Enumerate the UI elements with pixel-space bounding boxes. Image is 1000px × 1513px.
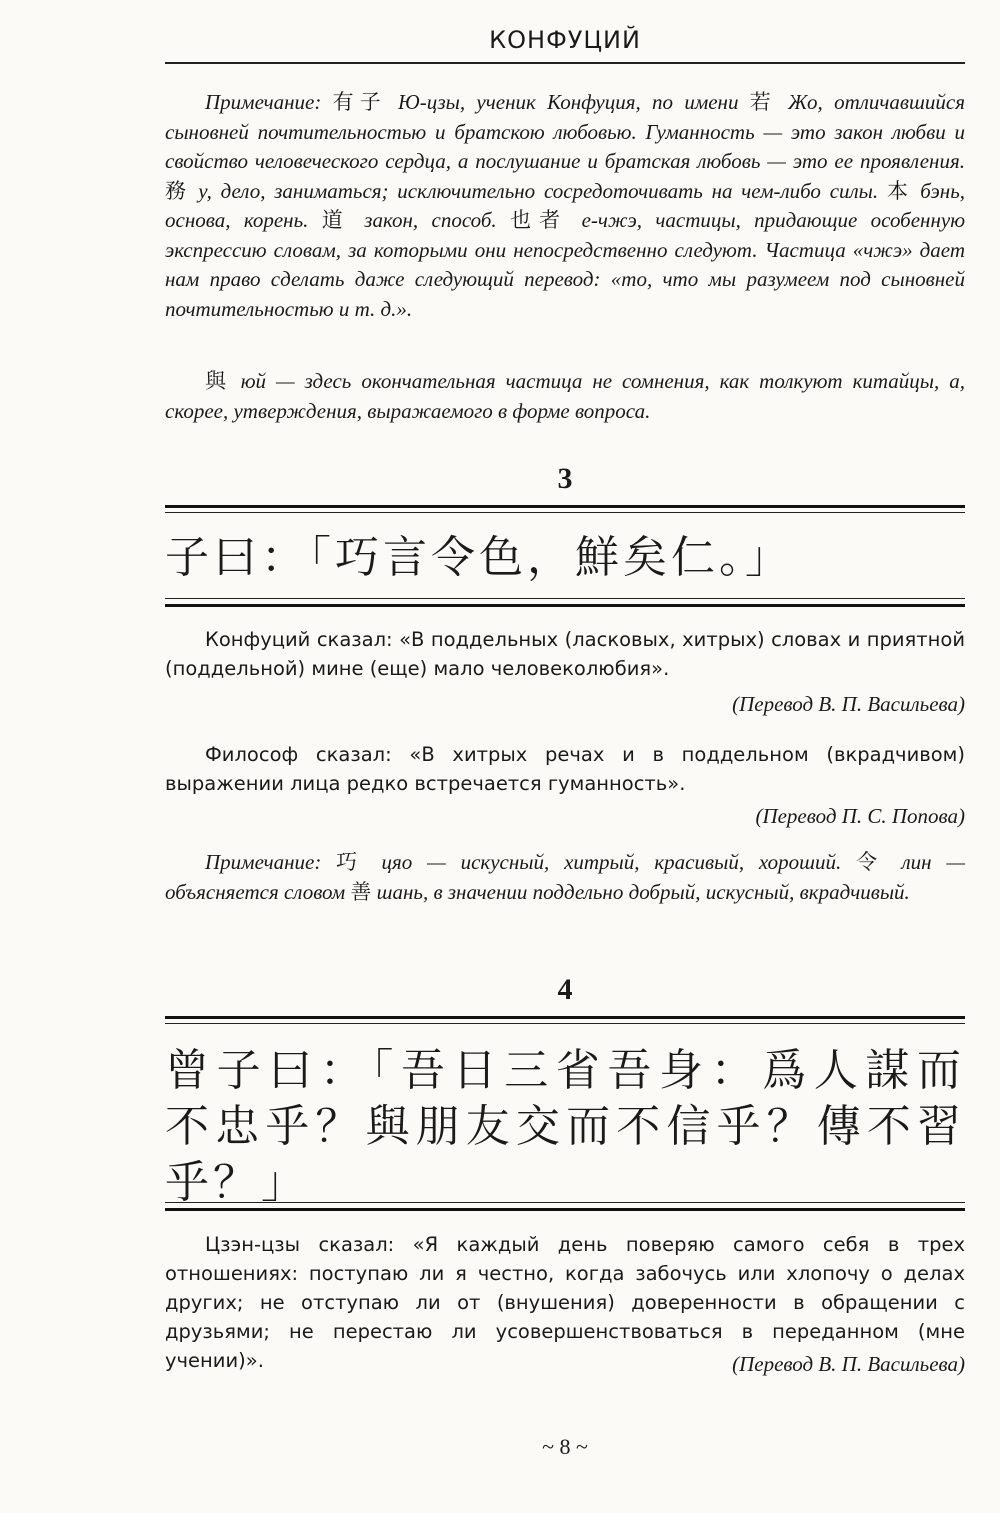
- note-text: Ю-цзы, ученик Конфуция, по имени: [386, 90, 750, 114]
- note-paragraph: [165, 848, 965, 907]
- page-number: ~ 8 ~: [542, 1434, 588, 1459]
- hanzi-term: 有子: [332, 90, 387, 114]
- translation-credit: (Перевод В. П. Васильева): [732, 692, 965, 716]
- note-label: Примечание:: [205, 850, 337, 874]
- translation-credit: (Перевод В. П. Васильева): [732, 1352, 965, 1376]
- note-paragraph: [165, 88, 965, 324]
- section-rule-top: [165, 1016, 965, 1019]
- note-text: цяо — искусный, хитрый, красивый, хороший.: [366, 850, 857, 874]
- header-rule: [165, 62, 965, 64]
- note-text: закон, способ.: [350, 208, 511, 232]
- note-text: е-чжэ, частицы, придающие особенную экспрессию словам, за которыми они непосредственно следуют. Частица «чжэ» дает нам право сделать даже следующий перевод: «то, что мы разумеем под сыновней почтительностью и т. д.».: [165, 208, 966, 321]
- translation-vasiliev: Конфуций сказал: «В поддельных (ласковых, хитрых) словах и приятной (поддельной) мине (еще) мало человеколюбия».: [165, 628, 965, 680]
- chinese-original-4: 曾子曰：「吾日三省吾身：爲人謀而 不忠乎？與朋友交而不信乎？傳不習乎？」: [165, 1045, 965, 1208]
- note-text: Жо, отличавшийся сыновней почтительностью и братскою любовью. Гуманность — это закон любви и свойство человеческого сердца, а послушание и братская любовь — это ее проявления.: [165, 90, 965, 173]
- running-head: КОНФУЦИЙ: [489, 26, 641, 54]
- note-text: юй — здесь окончательная частица не сомнения, как толкуют китайцы, а, скорее, утверждения, выражаемого в форме вопроса.: [165, 369, 966, 423]
- hanzi-term: 務: [165, 178, 190, 203]
- section-number-4: 4: [557, 973, 573, 1006]
- hanzi-term: 也者: [510, 208, 569, 232]
- section-rule-top-thin: [165, 512, 965, 513]
- translation-vasiliev: Цзэн-цзы сказал: «Я каждый день поверяю самого себя в трех отношениях: поступаю ли я честно, когда забочусь или хлопочу о делах других; не отступаю ли от (внушения) доверенности в обращении с друзьями; не перестаю ли усовершенствоваться в переданном (мне учении)».: [165, 1233, 965, 1372]
- section-rule-top-thin: [165, 1023, 965, 1024]
- hanzi-term: 道: [321, 208, 351, 232]
- hanzi-term: 與: [205, 369, 231, 393]
- hanzi-term: 本: [886, 178, 912, 203]
- section-rule-bottom-thin: [165, 1202, 965, 1203]
- translation-credit: (Перевод П. С. Попова): [755, 804, 965, 828]
- note-text: бэнь, основа, корень.: [165, 178, 966, 232]
- translation-popov: Философ сказал: «В хитрых речах и в поддельном (вкрадчивом) выражении лица редко встречается гуманность».: [165, 743, 965, 795]
- hanzi-term: 善: [350, 879, 372, 904]
- note-paragraph-continued: [165, 367, 965, 426]
- hanzi-term: 令: [856, 850, 887, 874]
- section-rule-bottom: [165, 604, 965, 607]
- section-rule-bottom: [165, 1208, 965, 1211]
- note-text: шань, в значении поддельно добрый, искусный, вкрадчивый.: [371, 879, 910, 904]
- note-text: лин — объясняется словом: [165, 850, 965, 904]
- section-rule-bottom-thin: [165, 598, 965, 599]
- section-rule-top: [165, 505, 965, 508]
- chinese-original-3: 子曰：「巧言令色，鮮矣仁。」: [165, 532, 793, 583]
- note-text: у, дело, заниматься; исключительно сосредоточивать на чем-либо силы.: [189, 178, 887, 203]
- hanzi-term: 巧: [336, 850, 367, 874]
- note-label: Примечание:: [205, 90, 333, 114]
- hanzi-term: 若: [749, 90, 777, 114]
- section-number-3: 3: [557, 462, 573, 495]
